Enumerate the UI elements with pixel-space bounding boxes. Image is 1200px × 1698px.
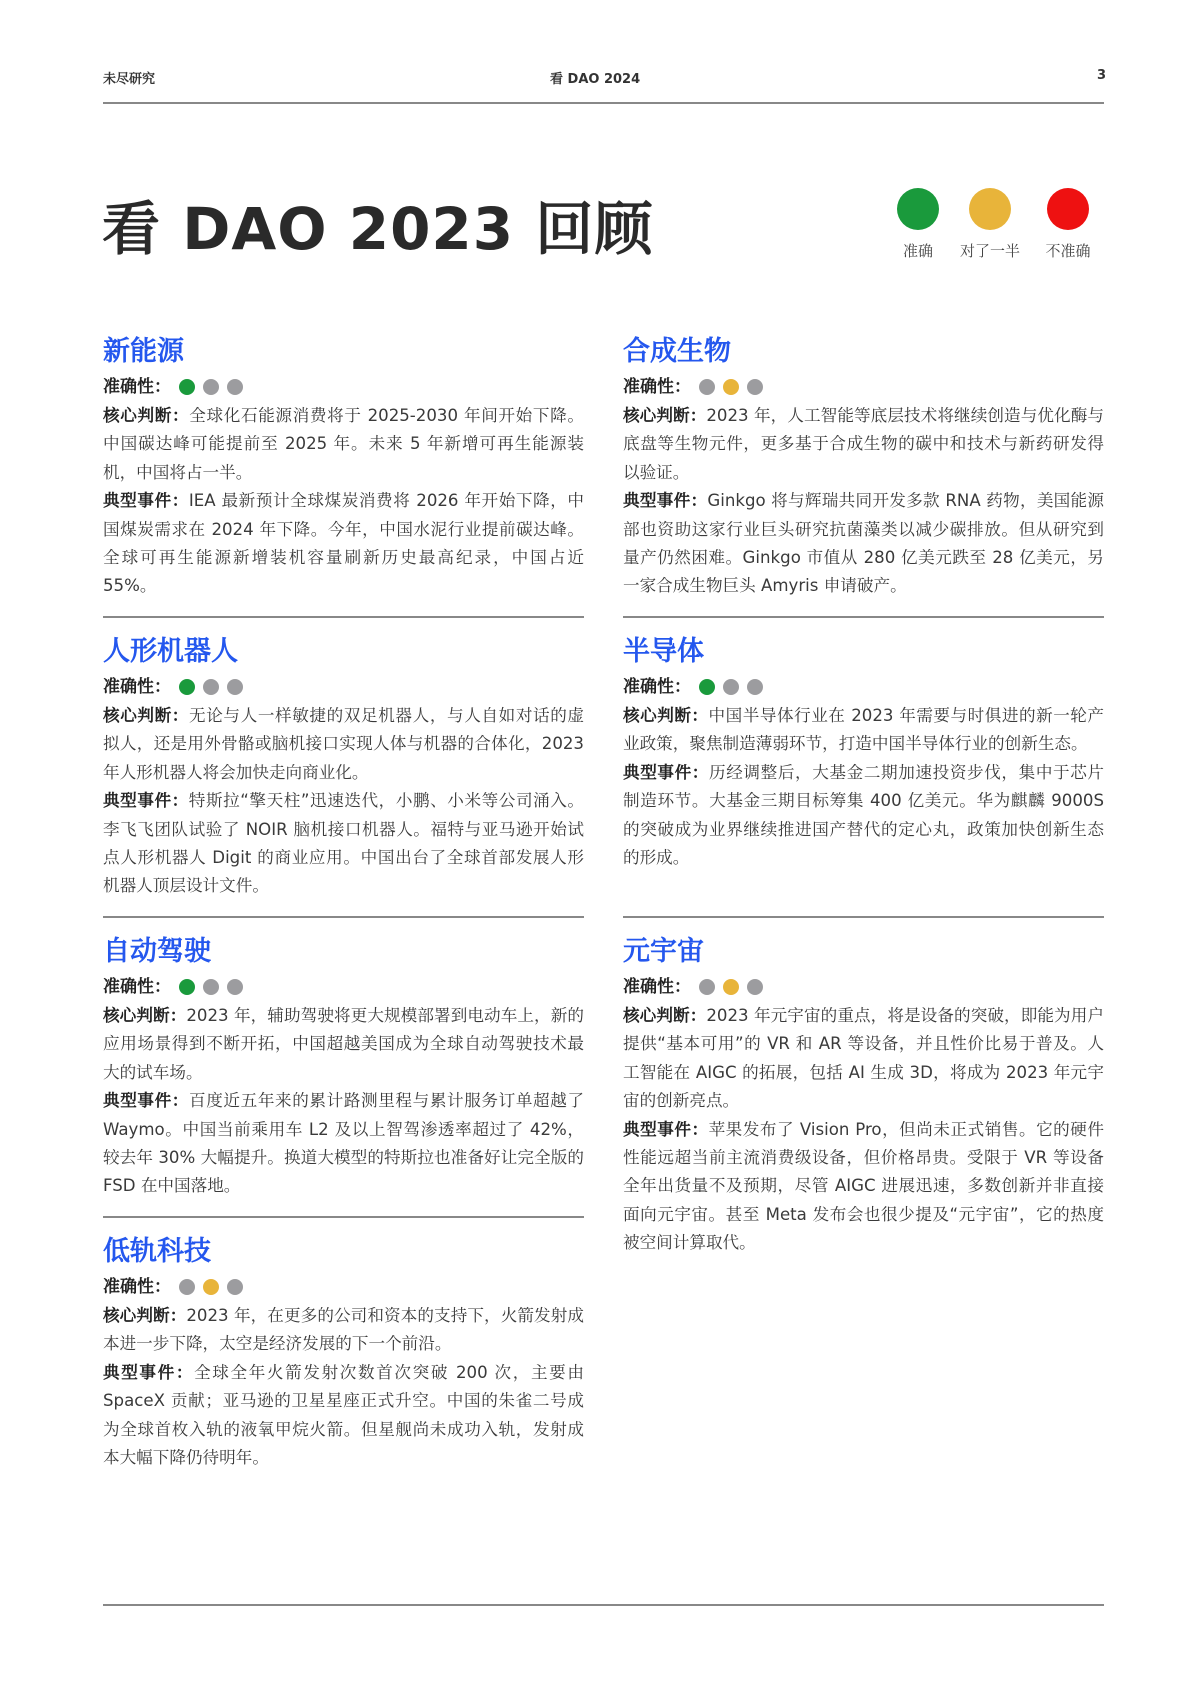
accuracy-rating [623, 672, 1104, 702]
green-dot-icon [699, 679, 715, 695]
core-label: 核心判断： [623, 706, 709, 725]
typical-event [103, 787, 584, 901]
green-dot-icon [179, 979, 195, 995]
core-label: 核心判断： [103, 1306, 187, 1325]
topic-section [103, 1232, 584, 1472]
topic-section [623, 932, 1104, 1258]
accuracy-label: 准确性： [103, 677, 171, 697]
section-title: 合成生物 [623, 336, 731, 367]
core-text: 2023 年，在更多的公司和资本的支持下，火箭发射成本进一步下降，太空是经济发展的下一个前沿。 [103, 1306, 585, 1354]
yellow-dot-icon [969, 188, 1011, 230]
core-text: 全球化石能源消费将于 2025-2030 年间开始下降。中国碳达峰可能提前至 2025 年。未来 5 年新增可再生能源装机，中国将占一半。 [103, 406, 584, 482]
gray-dot-icon [227, 1279, 243, 1295]
green-dot-icon [179, 379, 195, 395]
core-text: 2023 年元宇宙的重点，将是设备的突破，即能为用户提供“基本可用”的 VR 和 AR 等设备，并且性价比易于普及。人工智能在 AIGC 的拓展，包括 AI 生成 3D，将成为 2023 年元宇宙的创新亮点。 [623, 1006, 1105, 1111]
event-label: 典型事件： [103, 1362, 195, 1382]
legend-label: 不准确 [1045, 242, 1091, 260]
green-dot-icon [897, 188, 939, 230]
core-judgment [623, 702, 1104, 759]
event-text: 百度近五年来的累计路测里程与累计服务订单超越了 Waymo。中国当前乘用车 L2 及以上智驾渗透率超过了 42%，较去年 30% 大幅提升。换道大模型的特斯拉也准备好让完全版的 FSD 在中国落地。 [103, 1091, 585, 1196]
core-text: 2023 年，辅助驾驶将更大规模部署到电动车上，新的应用场景得到不断开拓，中国超越美国成为全球自动驾驶技术最大的试车场。 [103, 1006, 585, 1082]
legend-label: 准确 [902, 242, 933, 260]
gray-dot-icon [203, 379, 219, 395]
event-label: 典型事件： [623, 1119, 709, 1139]
core-text: 无论与人一样敏捷的双足机器人，与人自如对话的虚拟人，还是用外骨骼或脑机接口实现人体与机器的合体化，2023 年人形机器人将会加快走向商业化。 [103, 706, 585, 782]
core-label: 核心判断： [103, 406, 190, 425]
event-text: 历经调整后，大基金二期加速投资步伐，集中于芯片制造环节。大基金三期目标筹集 400 亿美元。华为麒麟 9000S 的突破成为业界继续推进国产替代的定心丸，政策加快创新生态的形成。 [623, 762, 1105, 868]
accuracy-label: 准确性： [103, 1277, 171, 1297]
event-label: 典型事件： [103, 491, 189, 511]
topic-section [103, 932, 584, 1201]
event-label: 典型事件： [103, 791, 189, 811]
typical-event [623, 487, 1104, 601]
core-label: 核心判断： [623, 1006, 707, 1025]
legend-half [945, 188, 1035, 261]
topic-section [103, 332, 584, 601]
core-text: 2023 年，人工智能等底层技术将继续创造与优化酶与底盘等生物元件，更多基于合成生物的碳中和技术与新药研发得以验证。 [623, 406, 1105, 482]
section-divider [103, 916, 584, 918]
section-title: 低轨科技 [103, 1236, 211, 1267]
core-label: 核心判断： [103, 1006, 187, 1025]
accuracy-label: 准确性： [623, 977, 691, 997]
gray-dot-icon [699, 379, 715, 395]
gray-dot-icon [699, 979, 715, 995]
page-title: 看 DAO 2023 回顾 [102, 195, 654, 263]
typical-event [623, 759, 1104, 873]
header-publisher: 未尽研究 [103, 72, 156, 87]
event-text: 全球全年火箭发射次数首次突破 200 次，主要由 SpaceX 贡献；亚马逊的卫星星座正式升空。中国的朱雀二号成为全球首枚入轨的液氧甲烷火箭。但星舰尚未成功入轨，发射成本大幅下降仍待明年。 [103, 1362, 584, 1468]
accuracy-label: 准确性： [103, 377, 171, 397]
event-label: 典型事件： [623, 491, 708, 511]
section-title: 新能源 [103, 336, 184, 367]
accuracy-rating [103, 972, 584, 1002]
accuracy-rating [623, 972, 1104, 1002]
event-text: 特斯拉“擎天柱”迅速迭代，小鹏、小米等公司涌入。李飞飞团队试验了 NOIR 脑机接口机器人。福特与亚马逊开始试点人形机器人 Digit 的商业应用。中国出台了全球首部发展人形机器人顶层设计文件。 [103, 791, 585, 896]
typical-event [103, 487, 584, 601]
typical-event [623, 1116, 1104, 1258]
event-label: 典型事件： [623, 762, 710, 782]
topic-section [103, 632, 584, 901]
event-text: 苹果发布了 Vision Pro，但尚未正式销售。它的硬件性能远超当前主流消费级设备，但价格昂贵。受限于 VR 等设备全年出货量不及预期，尽管 AIGC 进展迅速，多数创新并非直接面向元宇宙。甚至 Meta 发布会也很少提及“元宇宙”，它的热度被空间计算取代。 [623, 1119, 1104, 1253]
accuracy-rating [103, 372, 584, 402]
core-label: 核心判断： [103, 706, 190, 725]
typical-event [103, 1087, 584, 1201]
accuracy-label: 准确性： [623, 677, 691, 697]
legend-label: 对了一半 [959, 242, 1020, 260]
topic-section [623, 632, 1104, 872]
accuracy-label: 准确性： [103, 977, 171, 997]
accuracy-rating [103, 672, 584, 702]
core-judgment [103, 1002, 584, 1087]
core-judgment [103, 1302, 584, 1359]
event-text: IEA 最新预计全球煤炭消费将 2026 年开始下降，中国煤炭需求在 2024 年下降。今年，中国水泥行业提前碳达峰。全球可再生能源新增装机容量刷新历史最高纪录，中国占近 55%。 [103, 491, 584, 596]
gray-dot-icon [747, 679, 763, 695]
gray-dot-icon [203, 979, 219, 995]
section-divider [623, 916, 1104, 918]
section-divider [103, 616, 584, 618]
yellow-dot-icon [723, 379, 739, 395]
section-divider [623, 616, 1104, 618]
yellow-dot-icon [203, 1279, 219, 1295]
gray-dot-icon [203, 679, 219, 695]
gray-dot-icon [723, 679, 739, 695]
core-judgment [623, 1002, 1104, 1116]
page-number: 3 [1097, 68, 1107, 83]
header-divider [103, 102, 1104, 104]
section-title: 人形机器人 [103, 636, 238, 667]
topic-section [623, 332, 1104, 601]
core-judgment [103, 702, 584, 787]
core-judgment [103, 402, 584, 487]
legend-inaccurate [1023, 188, 1113, 261]
gray-dot-icon [227, 679, 243, 695]
section-title: 半导体 [623, 636, 704, 667]
typical-event [103, 1359, 584, 1473]
gray-dot-icon [747, 979, 763, 995]
gray-dot-icon [227, 379, 243, 395]
red-dot-icon [1047, 188, 1089, 230]
gray-dot-icon [227, 979, 243, 995]
yellow-dot-icon [723, 979, 739, 995]
footer-divider [103, 1604, 1104, 1606]
gray-dot-icon [747, 379, 763, 395]
core-text: 中国半导体行业在 2023 年需要与时俱进的新一轮产业政策，聚焦制造薄弱环节，打造中国半导体行业的创新生态。 [623, 706, 1105, 754]
accuracy-label: 准确性： [623, 377, 691, 397]
event-text: Ginkgo 将与辉瑞共同开发多款 RNA 药物，美国能源部也资助这家行业巨头研究抗菌藻类以减少碳排放。但从研究到量产仍然困难。Ginkgo 市值从 280 亿美元跌至 28 亿美元，另一家合成生物巨头 Amyris 申请破产。 [623, 491, 1105, 596]
section-title: 自动驾驶 [103, 936, 211, 967]
event-label: 典型事件： [103, 1091, 190, 1111]
accuracy-rating [103, 1272, 584, 1302]
section-divider [103, 1216, 584, 1218]
section-title: 元宇宙 [623, 936, 704, 967]
accuracy-rating [623, 372, 1104, 402]
gray-dot-icon [179, 1279, 195, 1295]
green-dot-icon [179, 679, 195, 695]
core-judgment [623, 402, 1104, 487]
core-label: 核心判断： [623, 406, 707, 425]
header-report-title: 看 DAO 2024 [550, 72, 641, 87]
